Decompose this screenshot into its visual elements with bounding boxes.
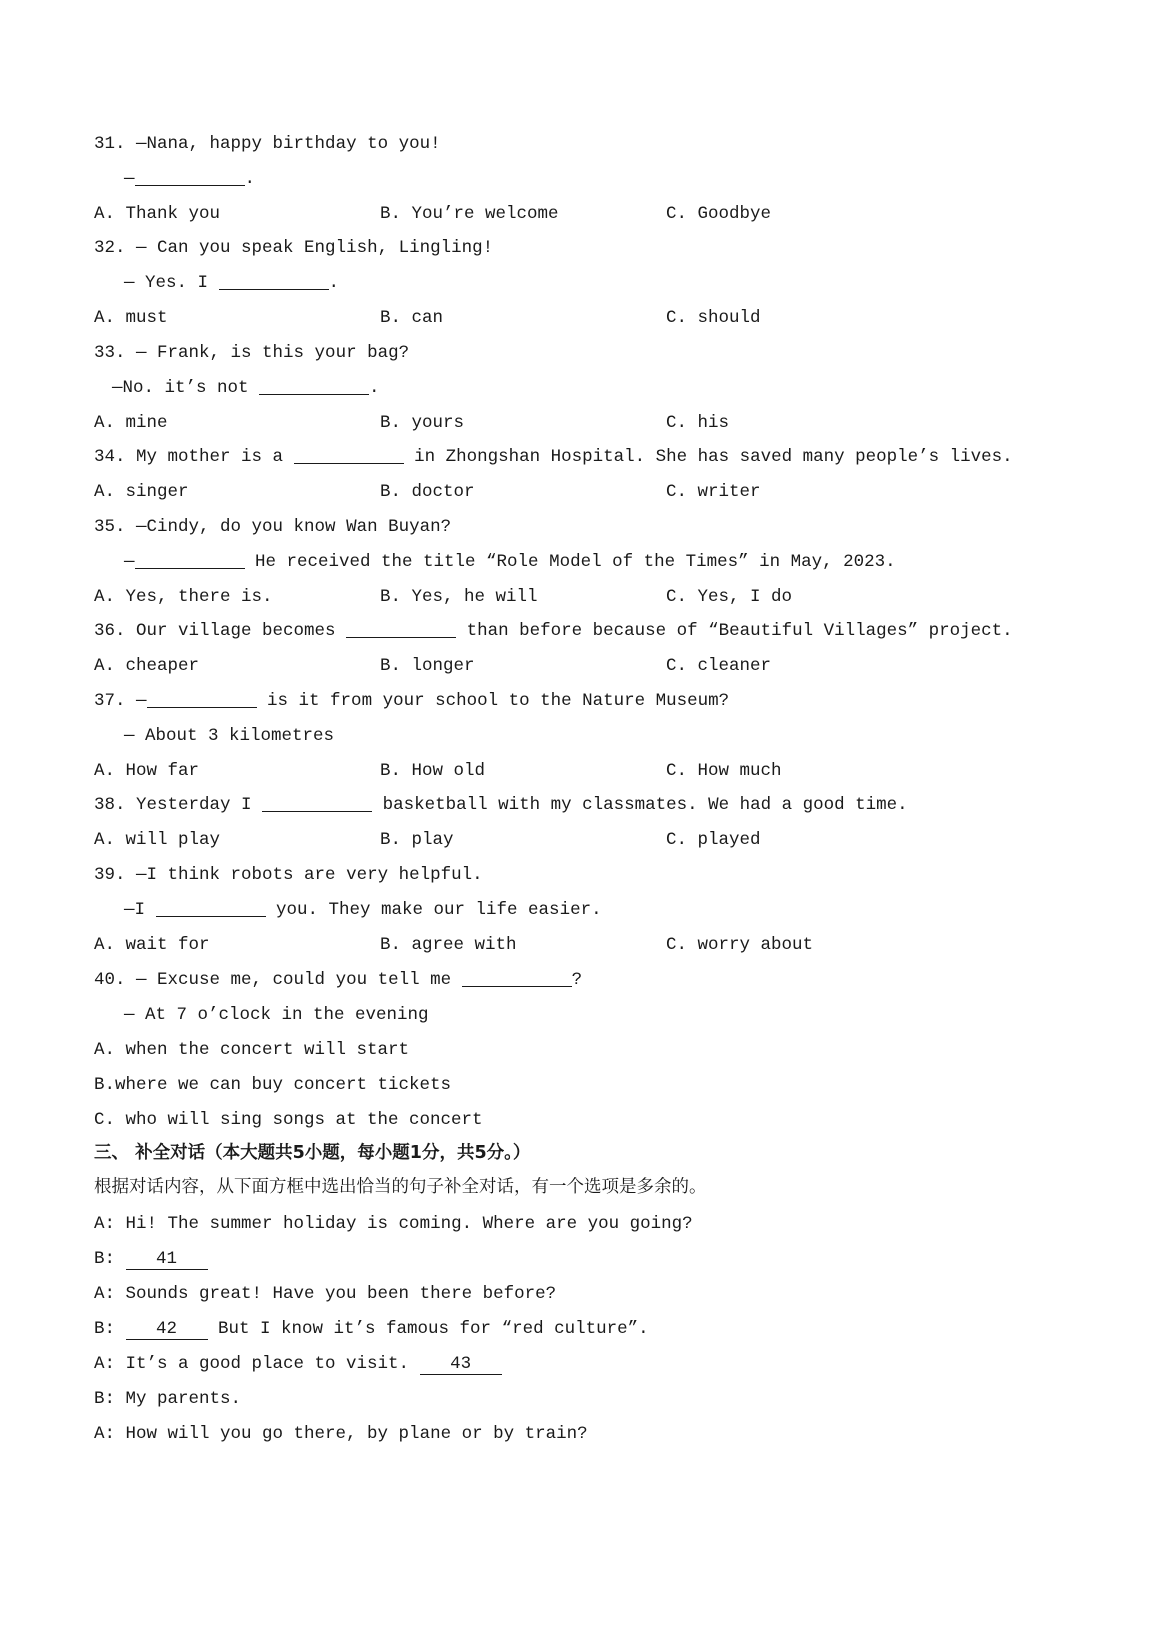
question-40-option-a: A. when the concert will start [94, 1040, 410, 1060]
option-a: A. Yes, there is. [94, 587, 273, 607]
question-34-prompt: 34. My mother is a in Zhongshan Hospital. She has saved many people’s lives. [94, 447, 1013, 467]
question-33-options [94, 410, 730, 436]
dialogue-line: A: Sounds great! Have you been there before? [94, 1284, 557, 1304]
answer-blank [259, 376, 369, 395]
question-37-options [94, 758, 782, 784]
option-b: B. longer [380, 656, 475, 676]
option-a: A. wait for [94, 935, 210, 955]
option-c: C. should [666, 308, 761, 328]
question-35-prompt: 35. —Cindy, do you know Wan Buyan? [94, 517, 452, 537]
question-33-reply: —No. it’s not . [112, 378, 380, 398]
option-c: C. Yes, I do [666, 587, 793, 607]
question-37-prompt: 37. — is it from your school to the Nature Museum? [94, 691, 730, 711]
option-a: A. cheaper [94, 656, 200, 676]
question-39-prompt: 39. —I think robots are very helpful. [94, 865, 483, 885]
dialogue-line: A: How will you go there, by plane or by train? [94, 1424, 588, 1444]
question-34-options [94, 479, 761, 505]
question-40-prompt: 40. — Excuse me, could you tell me ? [94, 970, 583, 990]
option-c: C. worry about [666, 935, 814, 955]
option-b: B. yours [380, 413, 465, 433]
section-heading: 三、 补全对话（本大题共5小题，每小题1分，共5分。） [94, 1143, 531, 1163]
option-a: A. mine [94, 413, 168, 433]
question-32-reply: — Yes. I . [124, 273, 340, 293]
option-a: A. Thank you [94, 204, 221, 224]
numbered-blank-42: 42 [126, 1319, 208, 1340]
answer-blank [294, 445, 404, 464]
option-a: A. will play [94, 830, 221, 850]
option-c: C. his [666, 413, 730, 433]
option-b: B. agree with [380, 935, 517, 955]
question-32-options [94, 305, 761, 331]
answer-blank [262, 793, 372, 812]
question-31-options [94, 201, 772, 227]
option-c: C. How much [666, 761, 782, 781]
question-33-prompt: 33. — Frank, is this your bag? [94, 343, 410, 363]
question-38-prompt: 38. Yesterday I basketball with my classmates. We had a good time. [94, 795, 908, 815]
question-32-prompt: 32. — Can you speak English, Lingling! [94, 238, 494, 258]
answer-blank [346, 619, 456, 638]
question-35-options [94, 584, 793, 610]
question-38-options [94, 827, 761, 853]
question-40-option-b: B.where we can buy concert tickets [94, 1075, 452, 1095]
question-39-options [94, 932, 814, 958]
answer-blank [462, 968, 572, 987]
dialogue-line: B: 41 [94, 1246, 208, 1272]
option-b: B. doctor [380, 482, 475, 502]
question-36-options [94, 653, 772, 679]
option-b: B. You’re welcome [380, 204, 559, 224]
question-37-reply: — About 3 kilometres [124, 726, 335, 746]
option-b: B. play [380, 830, 454, 850]
question-39-reply: —I you. They make our life easier. [124, 900, 602, 920]
answer-blank [147, 689, 257, 708]
option-c: C. Goodbye [666, 204, 772, 224]
dialogue-line: A: Hi! The summer holiday is coming. Where are you going? [94, 1214, 693, 1234]
option-b: B. can [380, 308, 444, 328]
option-b: B. Yes, he will [380, 587, 538, 607]
question-40-option-c: C. who will sing songs at the concert [94, 1110, 483, 1130]
question-31-reply: — . [124, 169, 256, 189]
option-c: C. cleaner [666, 656, 772, 676]
answer-blank [219, 271, 329, 290]
question-40-reply: — At 7 o’clock in the evening [124, 1005, 429, 1025]
dialogue-line: A: It’s a good place to visit. 43 [94, 1351, 502, 1377]
question-36-prompt: 36. Our village becomes than before because of “Beautiful Villages” project. [94, 621, 1013, 641]
option-a: A. must [94, 308, 168, 328]
answer-blank [135, 167, 245, 186]
option-c: C. writer [666, 482, 761, 502]
section-instruction: 根据对话内容，从下面方框中选出恰当的句子补全对话，有一个选项是多余的。 [94, 1177, 707, 1197]
option-b: B. How old [380, 761, 486, 781]
option-c: C. played [666, 830, 761, 850]
option-a: A. How far [94, 761, 200, 781]
numbered-blank-43: 43 [420, 1354, 502, 1375]
answer-blank [156, 898, 266, 917]
question-31-prompt: 31. —Nana, happy birthday to you! [94, 134, 441, 154]
dialogue-line: B: 42 But I know it’s famous for “red culture”. [94, 1319, 649, 1339]
dialogue-line: B: My parents. [94, 1389, 242, 1409]
numbered-blank-41: 41 [126, 1249, 208, 1270]
option-a: A. singer [94, 482, 189, 502]
answer-blank [135, 550, 245, 569]
question-35-reply: — He received the title “Role Model of the Times” in May, 2023. [124, 552, 896, 572]
